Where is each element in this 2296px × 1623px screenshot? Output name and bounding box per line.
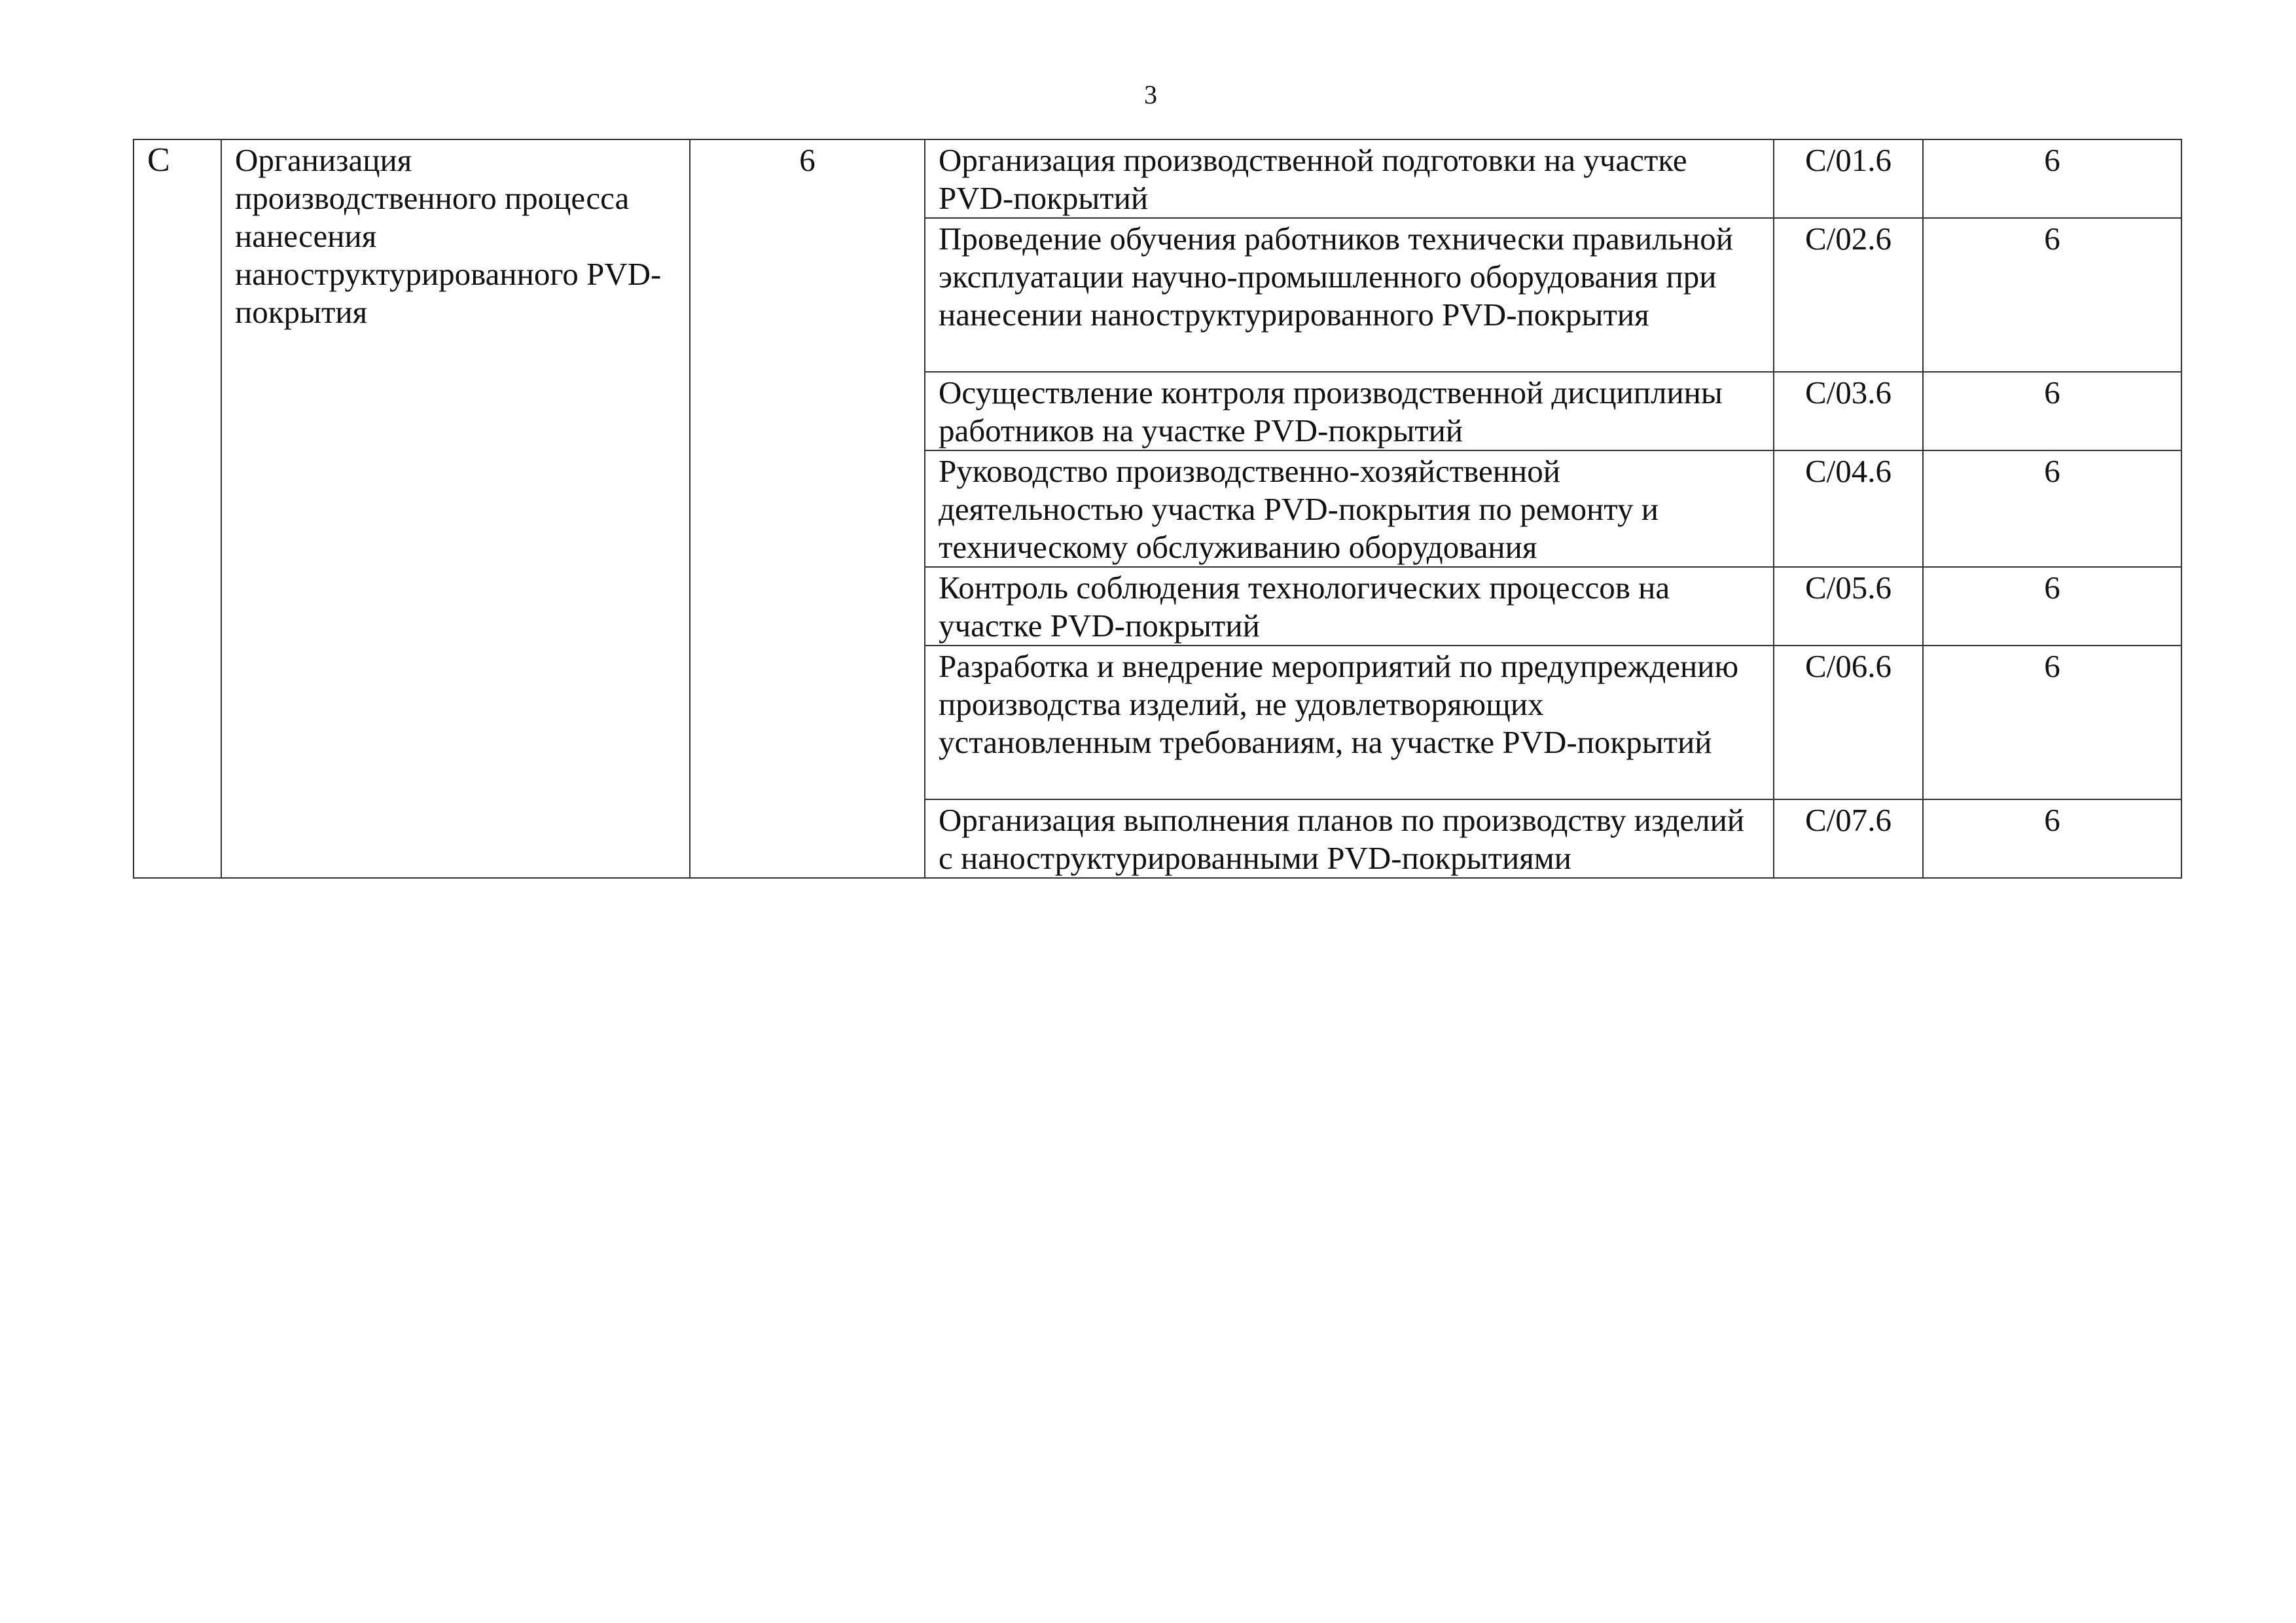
generalized-function-code: C [134, 139, 221, 878]
functions-table [133, 139, 2182, 879]
labor-function-code: C/05.6 [1774, 567, 1923, 646]
labor-function-level: 6 [1923, 139, 2181, 218]
labor-function-level: 6 [1923, 218, 2181, 372]
labor-function-name: Организация выполнения планов по производству изделий с наноструктурированными PVD-покрытиями [925, 799, 1774, 878]
labor-function-code: C/01.6 [1774, 139, 1923, 218]
labor-function-code: C/07.6 [1774, 799, 1923, 878]
qualification-level: 6 [690, 139, 925, 878]
labor-function-level: 6 [1923, 567, 2181, 646]
labor-function-level: 6 [1923, 372, 2181, 450]
labor-function-name: Осуществление контроля производственной дисциплины работников на участке PVD-покрытий [925, 372, 1774, 450]
page-number: 3 [1144, 80, 1157, 109]
labor-function-name: Проведение обучения работников технически правильной эксплуатации научно-промышленного оборудования при нанесении наноструктурированного PVD-покрытия [925, 218, 1774, 372]
labor-function-level: 6 [1923, 799, 2181, 878]
labor-function-name: Контроль соблюдения технологических процессов на участке PVD-покрытий [925, 567, 1774, 646]
labor-function-level: 6 [1923, 646, 2181, 799]
labor-function-code: C/04.6 [1774, 450, 1923, 567]
table-row [134, 139, 2181, 218]
generalized-function-name: Организация производственного процесса нанесения наноструктурированного PVD-покрытия [221, 139, 690, 878]
labor-function-code: C/03.6 [1774, 372, 1923, 450]
labor-function-code: C/02.6 [1774, 218, 1923, 372]
labor-function-name: Организация производственной подготовки на участке PVD-покрытий [925, 139, 1774, 218]
labor-function-code: C/06.6 [1774, 646, 1923, 799]
labor-function-level: 6 [1923, 450, 2181, 567]
labor-function-name: Руководство производственно-хозяйственной деятельностью участка PVD-покрытия по ремонту и техническому обслуживанию оборудования [925, 450, 1774, 567]
labor-function-name: Разработка и внедрение мероприятий по предупреждению производства изделий, не удовлетворяющих установленным требованиям, на участке PVD-покрытий [925, 646, 1774, 799]
